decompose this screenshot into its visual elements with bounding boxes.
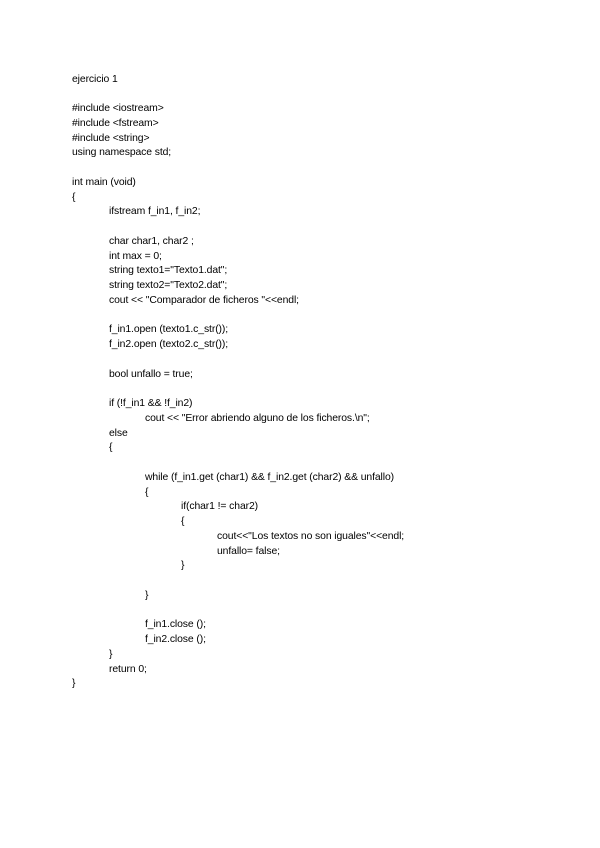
code-line: if(char1 != char2) xyxy=(181,501,259,513)
code-line: f_in2.open (texto2.c_str()); xyxy=(109,339,229,350)
code-line: unfallo= false; xyxy=(217,545,280,557)
code-line: string texto2="Texto2.dat"; xyxy=(109,280,228,291)
code-line: cout<<"Los textos no son iguales"<<endl; xyxy=(217,530,405,542)
code-line: return 0; xyxy=(109,663,147,675)
code-line: } xyxy=(72,678,76,690)
code-line: { xyxy=(181,516,185,527)
code-line: } xyxy=(181,560,185,572)
code-line: f_in1.close (); xyxy=(145,619,206,631)
code-line: int max = 0; xyxy=(109,250,162,262)
code-line: while (f_in1.get (char1) && f_in2.get (char2) && unfallo) xyxy=(145,471,394,483)
code-line: cout << "Error abriendo alguno de los ficheros.\n"; xyxy=(145,412,370,424)
code-line: using namespace std; xyxy=(72,147,172,159)
code-line: #include <iostream> xyxy=(72,103,164,114)
code-line: string texto1="Texto1.dat"; xyxy=(109,265,228,277)
code-line: int main (void) xyxy=(72,176,136,188)
code-line: if (!f_in1 && !f_in2) xyxy=(109,398,193,409)
code-line: char char1, char2 ; xyxy=(109,235,194,247)
code-line: #include <string> xyxy=(72,132,150,144)
code-line: f_in1.open (texto1.c_str()); xyxy=(109,324,229,336)
code-line: ifstream f_in1, f_in2; xyxy=(109,206,201,218)
code-line: else xyxy=(109,427,128,439)
code-line: #include <fstream> xyxy=(72,117,159,129)
code-line: cout << "Comparador de ficheros "<<endl; xyxy=(109,294,299,306)
code-line: { xyxy=(72,191,76,203)
code-line: f_in2.close (); xyxy=(145,634,206,645)
code-line: { xyxy=(109,442,113,454)
document-title: ejercicio 1 xyxy=(72,74,118,85)
code-line: } xyxy=(109,648,113,660)
code-line: bool unfallo = true; xyxy=(109,368,193,380)
code-line: } xyxy=(145,589,149,601)
code-line: { xyxy=(145,486,149,498)
